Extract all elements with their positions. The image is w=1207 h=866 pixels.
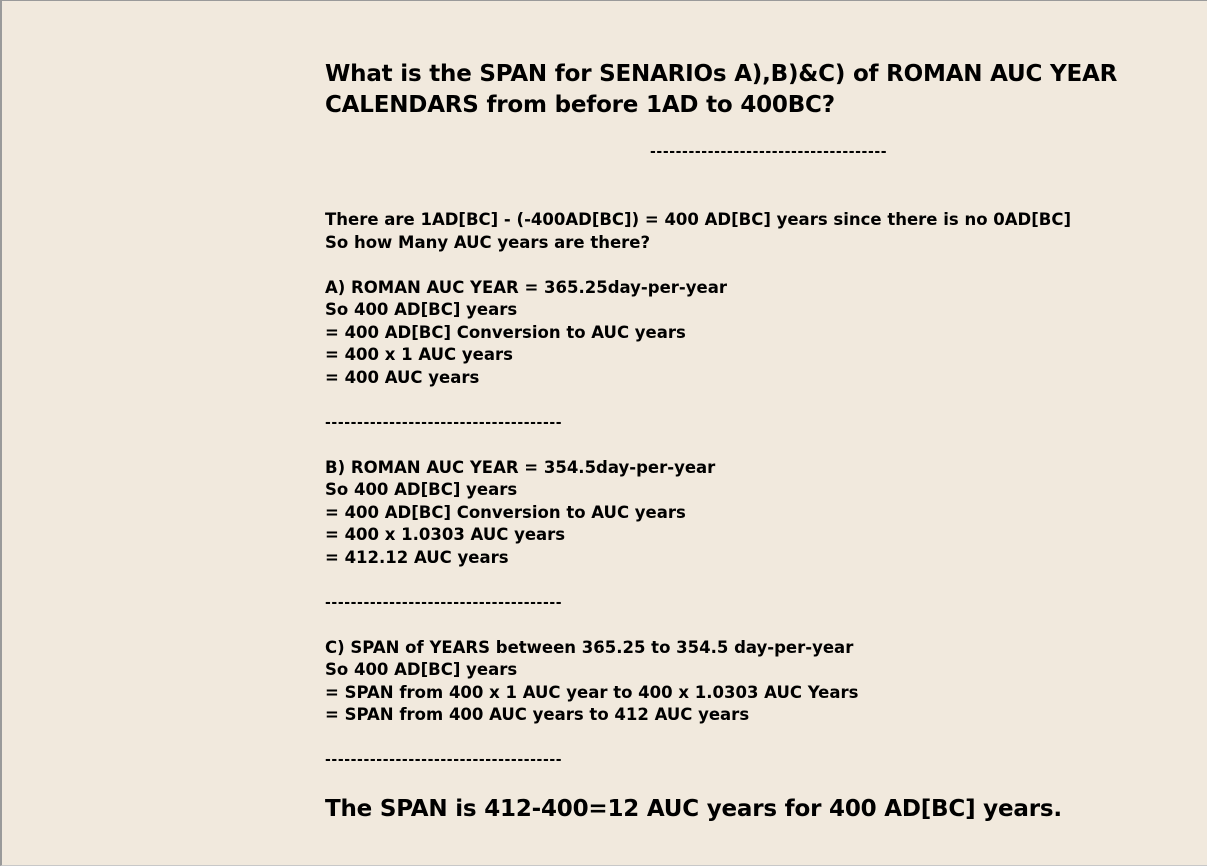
top-divider: ------------------------------------- [650,144,888,160]
scenario-a-line: So 400 AD[BC] years [325,300,518,319]
scenario-b-line: = 400 x 1.0303 AUC years [325,525,566,544]
page-title [325,59,1165,121]
intro-line-2: So how Many AUC years are there? [325,232,651,252]
scenario-b-line: = 412.12 AUC years [325,547,509,567]
section-divider: ------------------------------------- [325,594,563,611]
section-divider: ------------------------------------- [325,752,563,768]
conclusion-text: The SPAN is 412-400=12 AUC years for 400 AD[BC] years. [325,796,1062,822]
title-line-2: CALENDARS from before 1AD to 400BC? [325,92,835,118]
section-divider: ------------------------------------- [325,414,563,431]
scenario-a-line: = 400 x 1 AUC years [325,345,513,364]
scenario-a-line: = 400 AD[BC] Conversion to AUC years [325,322,686,342]
intro-line-1: There are 1AD[BC] - (-400AD[BC]) = 400 AD[BC] years since there is no 0AD[BC] [325,210,1071,229]
scenario-c-heading: C) SPAN of YEARS between 365.25 to 354.5 day-per-year [325,637,854,657]
scenario-b-line: = 400 AD[BC] Conversion to AUC years [325,502,686,522]
title-line-1: What is the SPAN for SENARIOs A),B)&C) of ROMAN AUC YEAR [325,61,1118,87]
scenario-c-line: So 400 AD[BC] years [325,660,518,679]
scenario-b-line: So 400 AD[BC] years [325,480,518,499]
scenario-a-line: = 400 AUC years [325,367,480,387]
calculation-body [325,209,1185,772]
scenario-b-heading: B) ROMAN AUC YEAR = 354.5day-per-year [325,457,716,477]
scenario-a-heading: A) ROMAN AUC YEAR = 365.25day-per-year [325,277,727,297]
scenario-c-line: = SPAN from 400 x 1 AUC year to 400 x 1.0303 AUC Years [325,682,859,702]
scenario-c-line: = SPAN from 400 AUC years to 412 AUC years [325,705,750,724]
